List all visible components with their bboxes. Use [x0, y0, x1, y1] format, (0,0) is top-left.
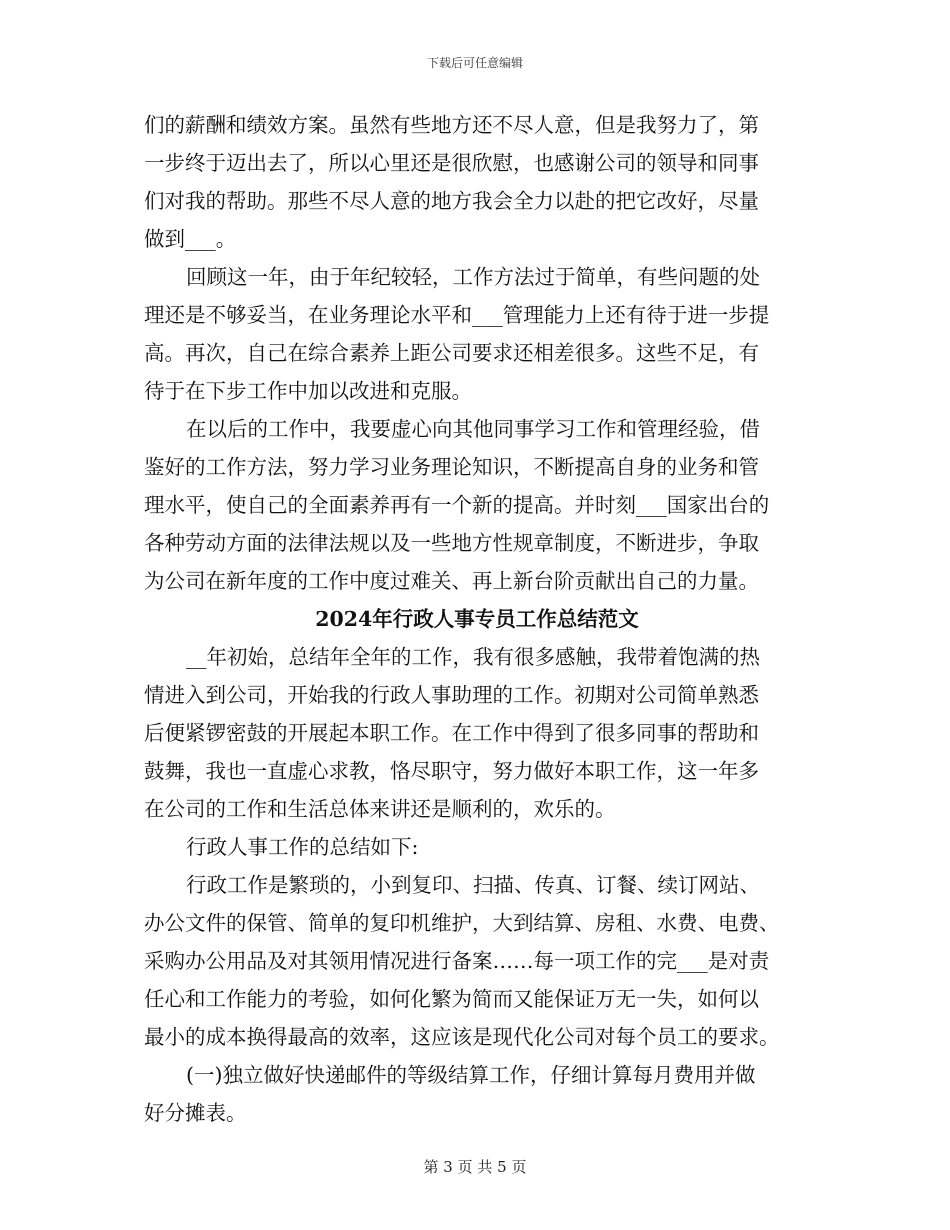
paragraph-first-line: 行政工作是繁琐的，小到复印、扫描、传真、订餐、续订网站、: [186, 873, 760, 897]
text-line: 一步终于迈出去了，所以心里还是很欣慰，也感谢公司的领导和同事: [144, 151, 759, 175]
text-line: 在公司的工作和生活总体来讲还是顺利的，欢乐的。: [144, 797, 616, 821]
section-title: 2024年行政人事专员工作总结范文: [315, 607, 639, 631]
text-line: 后便紧锣密鼓的开展起本职工作。在工作中得到了很多同事的帮助和: [144, 721, 759, 745]
text-line: 待于在下步工作中加以改进和克服。: [144, 379, 472, 403]
paragraph-first-line: (一)独立做好快递邮件的等级结算工作，仔细计算每月费用并做: [186, 1063, 756, 1087]
text-line: 做到___。: [144, 227, 237, 251]
text-line: 们的薪酬和绩效方案。虽然有些地方还不尽人意，但是我努力了，第: [144, 113, 759, 137]
page-footer: 第 3 页 共 5 页: [423, 1158, 527, 1176]
text-line: 好分摊表。: [144, 1101, 247, 1125]
text-line: 们对我的帮助。那些不尽人意的地方我会全力以赴的把它改好，尽量: [144, 189, 759, 213]
paragraph-first-line: 回顾这一年，由于年纪较轻，工作方法过于简单，有些问题的处: [186, 265, 760, 289]
paragraph-first-line: 行政人事工作的总结如下:: [186, 835, 419, 859]
paragraph-first-line: __年初始，总结年全年的工作，我有很多感触，我带着饱满的热: [186, 645, 760, 669]
text-line: 情进入到公司，开始我的行政人事助理的工作。初期对公司简单熟悉: [144, 683, 759, 707]
text-line: 办公文件的保管、简单的复印机维护，大到结算、房租、水费、电费、: [144, 911, 780, 935]
text-line: 采购办公用品及对其领用情况进行备案……每一项工作的完___是对责: [144, 949, 770, 973]
text-line: 鉴好的工作方法，努力学习业务理论知识，不断提高自身的业务和管: [144, 455, 759, 479]
text-line: 高。再次，自己在综合素养上距公司要求还相差很多。这些不足，有: [144, 341, 759, 365]
text-line: 理还是不够妥当，在业务理论水平和___管理能力上还有待于进一步提: [144, 303, 770, 327]
text-line: 最小的成本换得最高的效率，这应该是现代化公司对每个员工的要求。: [144, 1025, 780, 1049]
text-line: 鼓舞，我也一直虚心求教，恪尽职守，努力做好本职工作，这一年多: [144, 759, 759, 783]
paragraph-first-line: 在以后的工作中，我要虚心向其他同事学习工作和管理经验，借: [186, 417, 760, 441]
text-line: 为公司在新年度的工作中度过难关、再上新台阶贡献出自己的力量。: [144, 569, 759, 593]
text-line: 理水平，使自己的全面素养再有一个新的提高。并时刻___国家出台的: [144, 493, 770, 517]
text-line: 任心和工作能力的考验，如何化繁为简而又能保证万无一失，如何以: [144, 987, 759, 1011]
document-body: [144, 106, 810, 1132]
text-line: 各种劳动方面的法律法规以及一些地方性规章制度，不断进步，争取: [144, 531, 759, 555]
page-header: 下载后可任意编辑: [426, 56, 523, 70]
